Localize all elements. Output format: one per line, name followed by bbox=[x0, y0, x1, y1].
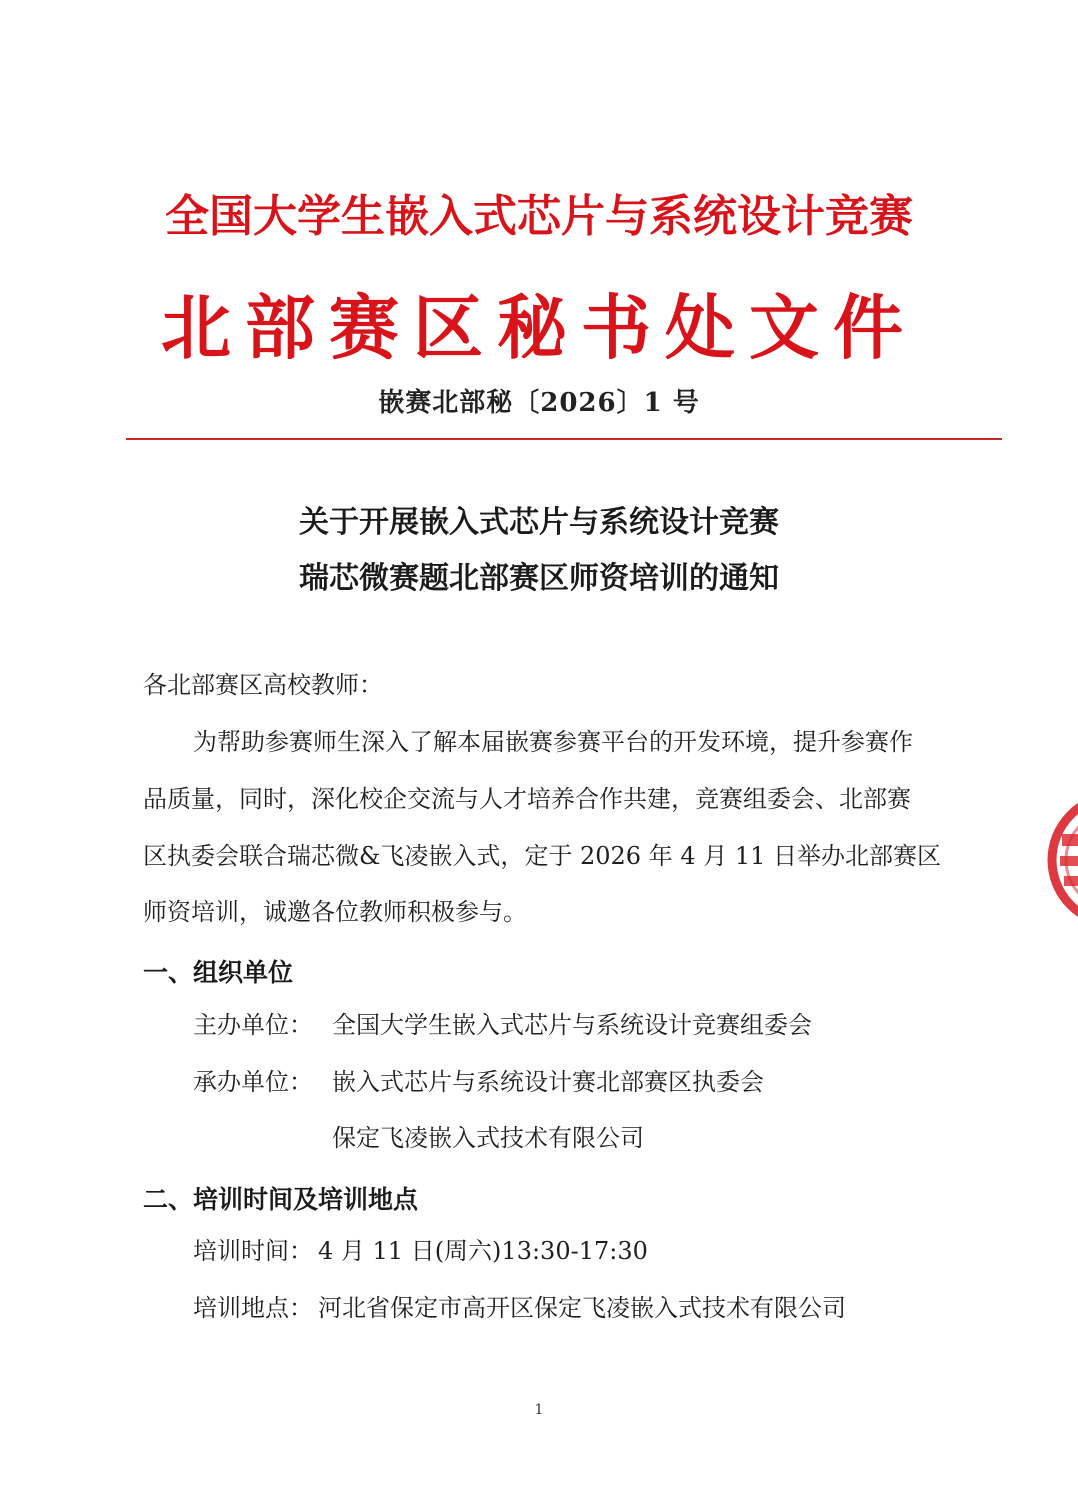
notice-title-line-2: 瑞芯微赛题北部赛区师资培训的通知 bbox=[299, 561, 779, 596]
notice-title-line-1: 关于开展嵌入式芯片与系统设计竞赛 bbox=[299, 505, 779, 540]
place-label: 培训地点： bbox=[193, 1294, 313, 1322]
host-label: 主办单位： bbox=[193, 1011, 313, 1039]
page-number: 1 bbox=[534, 1402, 544, 1418]
intro-line-1: 为帮助参赛师生深入了解本届嵌赛参赛平台的开发环境，提升参赛作 bbox=[193, 728, 913, 756]
organizer-value-2: 保定飞凌嵌入式技术有限公司 bbox=[332, 1124, 644, 1152]
place-value: 河北省保定市高开区保定飞凌嵌入式技术有限公司 bbox=[318, 1294, 846, 1322]
salutation: 各北部赛区高校教师： bbox=[143, 671, 383, 699]
intro-line-2: 品质量，同时，深化校企交流与人才培养合作共建，竞赛组委会、北部赛 bbox=[143, 785, 911, 813]
organizer-value-1: 嵌入式芯片与系统设计赛北部赛区执委会 bbox=[332, 1068, 764, 1096]
time-value: 4 月 11 日(周六)13:30-17:30 bbox=[318, 1237, 648, 1265]
header-office-line: 北部赛区秘书处文件 bbox=[161, 287, 917, 369]
section-1-heading: 一、组织单位 bbox=[143, 958, 294, 987]
time-label: 培训时间： bbox=[193, 1237, 313, 1265]
intro-line-4: 师资培训，诚邀各位教师积极参与。 bbox=[143, 898, 527, 926]
host-value: 全国大学生嵌入式芯片与系统设计竞赛组委会 bbox=[332, 1011, 812, 1039]
intro-line-3: 区执委会联合瑞芯微&飞凌嵌入式，定于 2026 年 4 月 11 日举办北部赛区 bbox=[143, 842, 942, 870]
red-divider bbox=[126, 438, 1002, 440]
section-2-heading: 二、培训时间及培训地点 bbox=[143, 1185, 419, 1214]
organizer-label: 承办单位： bbox=[193, 1068, 313, 1096]
document-number: 嵌赛北部秘〔2026〕1 号 bbox=[378, 388, 700, 418]
official-seal-icon bbox=[1046, 790, 1078, 930]
header-org-line: 全国大学生嵌入式芯片与系统设计竞赛 bbox=[165, 191, 913, 242]
